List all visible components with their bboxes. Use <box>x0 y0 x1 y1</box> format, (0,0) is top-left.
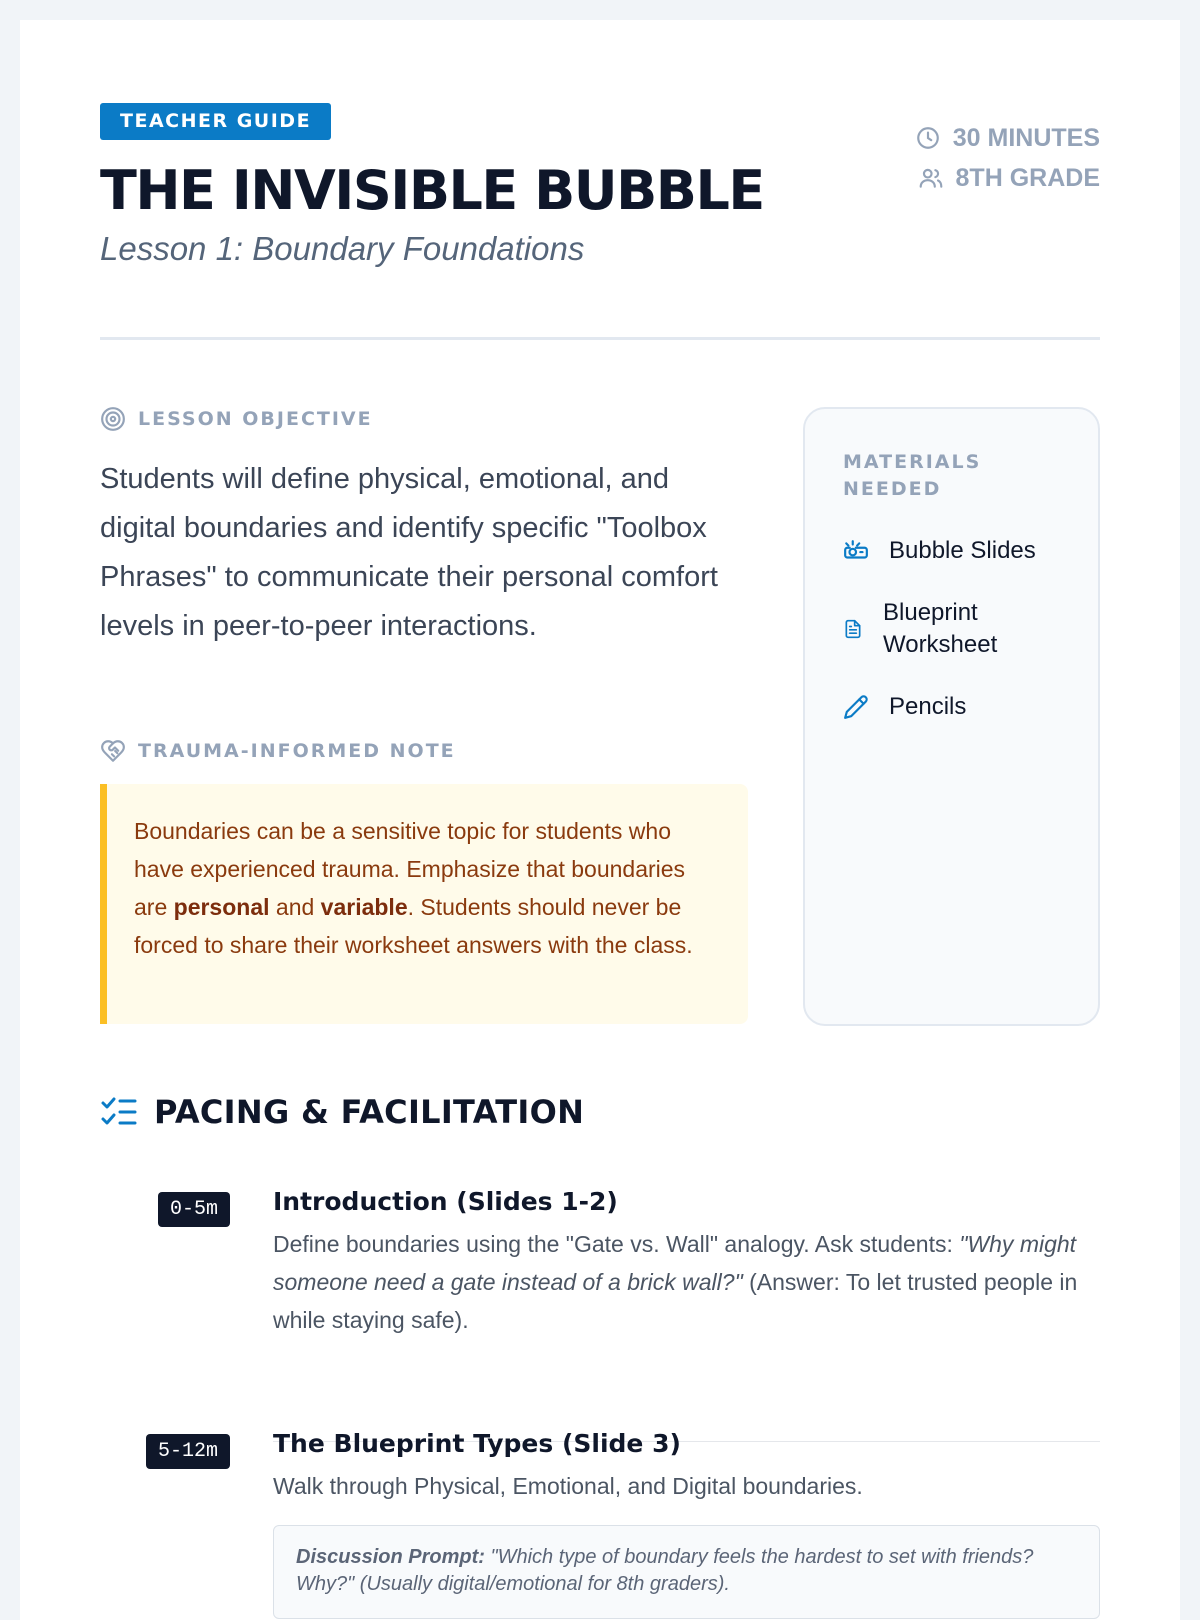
step-question: "Why might someone need a gate instead of a brick wall?" <box>273 1231 1077 1295</box>
pacing-heading <box>100 1093 584 1131</box>
note-text-1: Boundaries can be a sensitive topic for students who have experienced trauma. Emphasize that boundaries are <box>134 818 686 920</box>
prompt-text: "Which type of boundary feels the hardest to set with friends? Why?" (Usually digital/emotional for 8th graders). <box>296 1546 1034 1595</box>
material-item-worksheet <box>843 597 1060 661</box>
trauma-note-label-text: TRAUMA-INFORMED NOTE <box>138 740 456 762</box>
step-time-badge: 5-12m <box>146 1434 230 1469</box>
pencil-icon <box>843 694 869 720</box>
note-bold-personal: personal <box>173 894 270 920</box>
pacing-title: PACING & FACILITATION <box>154 1093 585 1131</box>
users-icon <box>918 165 944 191</box>
duration-text: 30 MINUTES <box>952 123 1100 152</box>
note-text-3: . Students should never be forced to share their worksheet answers with the class. <box>134 894 693 958</box>
step-text: Walk through Physical, Emotional, and Digital boundaries. <box>273 1473 863 1499</box>
target-icon <box>100 406 126 432</box>
step-title: Introduction (Slides 1-2) <box>273 1187 618 1216</box>
material-item-pencils <box>843 691 1060 723</box>
material-label-slides: Bubble Slides <box>889 537 1036 564</box>
page-title: THE INVISIBLE BUBBLE <box>100 159 764 222</box>
trauma-note-label <box>100 738 456 764</box>
objective-label <box>100 406 373 432</box>
material-label-pencils: Pencils <box>889 693 967 720</box>
clock-icon <box>915 125 941 151</box>
duration-meta <box>915 123 1100 153</box>
discussion-prompt-box <box>273 1525 1100 1619</box>
objective-text: Students will define physical, emotional, and digital boundaries and identify specific "Toolbox Phrases" to communicate their personal comfort levels in peer-to-peer interactions. <box>100 463 718 642</box>
projector-icon <box>843 538 869 564</box>
material-item-slides <box>843 535 1060 567</box>
page-subtitle: Lesson 1: Boundary Foundations <box>100 230 585 267</box>
prompt-label: Discussion Prompt: <box>296 1546 485 1568</box>
checklist-icon <box>100 1095 138 1129</box>
header-divider <box>100 337 1100 340</box>
note-bold-variable: variable <box>320 894 408 920</box>
lesson-content <box>100 103 1100 1595</box>
step-time-badge: 0-5m <box>158 1192 230 1227</box>
step-text-part-2: (Answer: To let trusted people in while staying safe). <box>273 1269 1078 1333</box>
lesson-meta <box>915 123 1100 203</box>
trauma-note-box <box>100 784 748 1024</box>
teacher-guide-badge: TEACHER GUIDE <box>100 103 331 140</box>
document-icon <box>843 619 863 639</box>
objective-label-text: LESSON OBJECTIVE <box>138 408 373 430</box>
grade-text: 8TH GRADE <box>955 163 1100 192</box>
heart-handshake-icon <box>100 738 126 764</box>
step-body <box>273 1185 1100 1339</box>
grade-meta <box>915 163 1100 193</box>
note-text-2: and <box>269 894 321 920</box>
step-text <box>273 1225 1100 1339</box>
step-body <box>273 1427 1100 1619</box>
lesson-card <box>20 20 1180 1620</box>
materials-panel <box>803 407 1100 1026</box>
material-label-worksheet: Blueprint Worksheet <box>883 599 998 658</box>
step-text-part-1: Define boundaries using the "Gate vs. Wall" analogy. Ask students: <box>273 1231 960 1257</box>
materials-title: MATERIALS NEEDED <box>843 451 982 500</box>
step-title: The Blueprint Types (Slide 3) <box>273 1429 681 1458</box>
